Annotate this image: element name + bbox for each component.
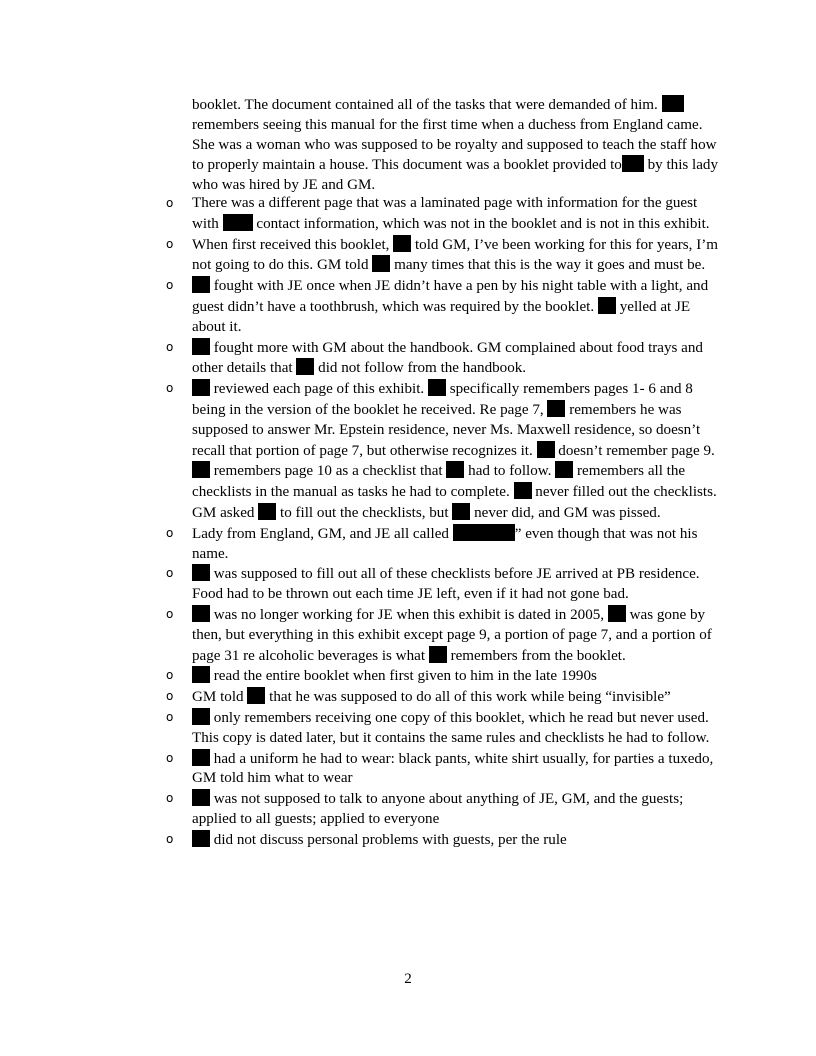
list-item (164, 564, 724, 605)
redaction-box (514, 482, 532, 499)
text-segment: many times that this is the way it goes and must be. (390, 257, 706, 274)
redaction-box (192, 749, 210, 766)
redaction-box (662, 95, 684, 112)
text-segment: was no longer working for JE when this exhibit is dated in 2005, (210, 606, 608, 623)
text-segment: remembers he was supposed to answer Mr. Epstein residence, never Ms. Maxwell residence, so doesn’t recall that portion of page 7, but otherwise recognizes it. (192, 401, 701, 459)
redaction-box (537, 441, 555, 458)
text-segment: had to follow. (464, 463, 556, 480)
list-item (164, 830, 724, 851)
text-segment: contact information, which was not in the booklet and is not in this exhibit. (252, 215, 710, 232)
bullet-marker: o (166, 566, 174, 581)
text-segment: was supposed to fill out all of these checklists before JE arrived at PB residence. Food had to be thrown out each time JE left, even if it had not gone bad. (192, 566, 700, 603)
text-segment: by this lady who was hired by JE and GM. (192, 157, 719, 194)
list-item (164, 276, 724, 337)
bullet-marker: o (166, 689, 174, 704)
bullet-marker: o (166, 709, 174, 724)
list-item (164, 338, 724, 380)
text-segment: specifically remembers pages 1- 6 and 8 being in the version of the booklet he received. Re page 7, (192, 381, 693, 418)
redaction-box (622, 155, 644, 172)
list-item (164, 605, 724, 666)
bullet-list (164, 194, 724, 851)
bullet-marker: o (166, 236, 174, 251)
text-segment: remembers from the booklet. (446, 647, 626, 664)
text-segment: Lady from England, GM, and JE all called (192, 525, 453, 542)
list-item (164, 687, 724, 708)
bullet-marker: o (166, 278, 174, 293)
redaction-box (223, 214, 253, 231)
text-segment: fought with JE once when JE didn’t have a pen by his night table with a light, and guest didn’t have a toothbrush, which was required by the booklet. (192, 278, 709, 315)
text-segment: to fill out the checklists, but (276, 504, 453, 521)
redaction-box (247, 687, 265, 704)
bullet-marker: o (166, 525, 174, 540)
redaction-box (608, 605, 626, 622)
list-item (164, 749, 724, 790)
bullet-marker: o (166, 791, 174, 806)
bullet-marker: o (166, 668, 174, 683)
text-segment: reviewed each page of this exhibit. (210, 381, 428, 398)
text-segment: remembers all the checklists in the manual as tasks he had to complete. (192, 463, 686, 501)
text-segment: never did, and GM was pissed. (470, 504, 661, 521)
text-segment: had a uniform he had to wear: black pants, white shirt usually, for parties a tuxedo, GM told him what to wear (192, 750, 714, 787)
redaction-box (429, 646, 447, 663)
text-segment: read the entire booklet when first given to him in the late 1990s (210, 668, 597, 685)
redaction-box (192, 605, 210, 622)
list-item (164, 524, 724, 565)
redaction-box (192, 830, 210, 847)
list-item (164, 194, 724, 235)
text-segment: When first received this booklet, (192, 236, 394, 253)
redaction-box (192, 379, 210, 396)
text-segment: did not follow from the handbook. (314, 360, 527, 377)
redaction-box (192, 461, 210, 478)
text-segment: was not supposed to talk to anyone about anything of JE, GM, and the guests; applied to all guests; applied to everyone (192, 791, 684, 827)
redaction-box (192, 708, 210, 725)
redaction-box (452, 503, 470, 520)
list-item (164, 235, 724, 277)
redaction-box (453, 524, 515, 541)
text-segment: fought more with GM about the handbook. GM complained about food trays and other details that (192, 339, 703, 377)
bullet-marker: o (166, 381, 174, 396)
list-item (164, 708, 724, 749)
text-segment: remembers seeing this manual for the first time when a duchess from England came. She was a woman who was supposed to be royalty and supposed to teach the staff how to properly maintain a house. This document was a booklet provided to (192, 116, 717, 174)
text-segment: ” even though that was not his name. (192, 525, 698, 562)
bullet-marker: o (166, 339, 174, 354)
redaction-box (372, 255, 390, 272)
redaction-box (192, 789, 210, 806)
redaction-box (296, 358, 314, 375)
redaction-box (192, 564, 210, 581)
text-segment: remembers page 10 as a checklist that (210, 463, 447, 480)
text-segment: never filled out the checklists. GM asked (192, 484, 717, 521)
text-segment: booklet. The document contained all of the tasks that were demanded of him. (192, 97, 662, 113)
redaction-box (555, 461, 573, 478)
text-segment: was gone by then, but everything in this exhibit except page 9, a portion of page 7, and a portion of page 31 re alcoholic beverages is what (192, 606, 712, 664)
redaction-box (428, 379, 446, 396)
redaction-box (598, 297, 616, 314)
page-number: 2 (404, 971, 412, 987)
bullet-marker: o (166, 831, 174, 846)
bullet-marker: o (166, 606, 174, 621)
text-segment: told GM, I’ve been working for this for years, I’m not going to do this. GM told (192, 236, 719, 274)
redaction-box (446, 461, 464, 478)
bullet-marker: o (166, 196, 174, 210)
redaction-box (547, 400, 565, 417)
text-segment: doesn’t remember page 9. (554, 442, 715, 459)
text-segment: There was a different page that was a laminated page with information for the guest with (192, 195, 698, 232)
text-segment: only remembers receiving one copy of this booklet, which he read but never used. This copy is dated later, but it contains the same rules and checklists he had to follow. (192, 709, 710, 746)
redaction-box (192, 666, 210, 683)
list-item (164, 789, 724, 830)
text-segment: yelled at JE about it. (192, 298, 691, 335)
redaction-box (393, 235, 411, 252)
redaction-box (192, 338, 210, 355)
text-segment: GM told (192, 689, 248, 706)
redaction-box (192, 276, 210, 293)
bullet-marker: o (166, 750, 174, 765)
text-segment: did not discuss personal problems with guests, per the rule (210, 831, 567, 848)
list-item (164, 666, 724, 687)
list-item (164, 379, 724, 524)
text-segment: that he was supposed to do all of this work while being “invisible” (265, 689, 671, 706)
lead-paragraph (192, 95, 722, 196)
redaction-box (258, 503, 276, 520)
